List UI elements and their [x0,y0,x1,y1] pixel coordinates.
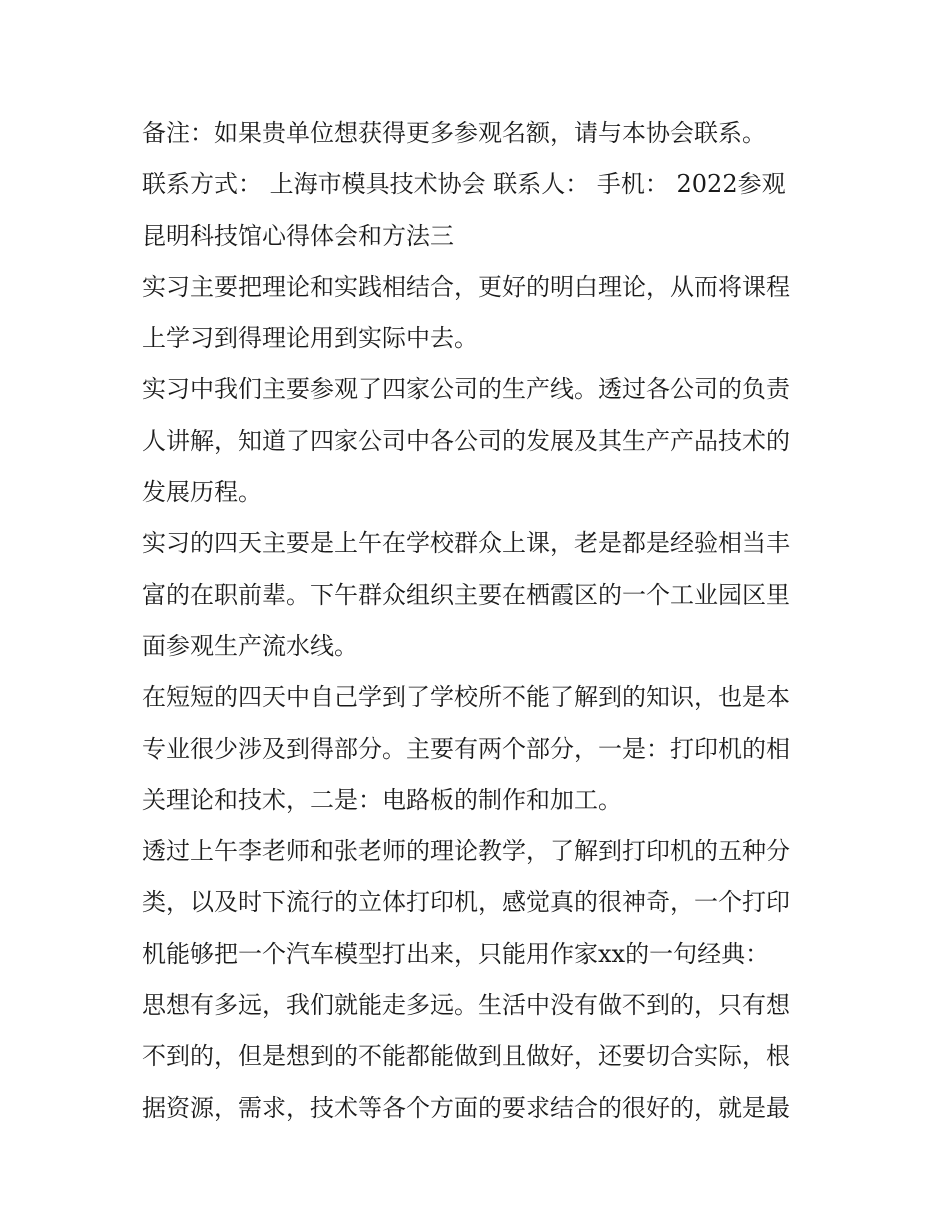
text-line: 关理论和技术，二是：电路板的制作和加工。 [142,785,622,814]
text-line: 昆明科技馆心得体会和方法三 [142,221,454,250]
text-line: 上学习到得理论用到实际中去。 [142,324,478,353]
text-line: 不到的，但是想到的不能都能做到且做好，还要切合实际，根 [142,1042,790,1071]
text-line: 备注：如果贵单位想获得更多参观名额，请与本协会联系。 [142,119,766,147]
text-line: 富的在职前辈。下午群众组织主要在栖霞区的一个工业园区里 [142,580,790,609]
text-line: 人讲解，知道了四家公司中各公司的发展及其生产产品技术的 [142,426,790,455]
text-line: 实习主要把理论和实践相结合，更好的明白理论，从而将课程 [142,272,790,301]
text-line: 面参观生产流水线。 [142,631,358,660]
document-body [142,108,822,1134]
text-line: 透过上午李老师和张老师的理论教学，了解到打印机的五种分 [142,837,790,866]
text-line: 在短短的四天中自己学到了学校所不能了解到的知识，也是本 [142,683,790,712]
text-line: 实习的四天主要是上午在学校群众上课，老是都是经验相当丰 [142,529,790,558]
text-line: 思想有多远，我们就能走多远。生活中没有做不到的，只有想 [142,991,790,1020]
text-line: 联系方式： 上海市模具技术协会 联系人： 手机： 2022参观 [142,170,786,199]
text-line: 据资源，需求，技术等各个方面的要求结合的很好的，就是最 [142,1093,790,1122]
text-line: 发展历程。 [142,478,262,507]
text-line: 实习中我们主要参观了四家公司的生产线。透过各公司的负责 [142,375,790,404]
text-line: 类，以及时下流行的立体打印机，感觉真的很神奇，一个打印 [142,888,790,917]
text-line: 机能够把一个汽车模型打出来，只能用作家xx的一句经典： [142,939,770,968]
text-line: 专业很少涉及到得部分。主要有两个部分，一是：打印机的相 [142,734,790,763]
